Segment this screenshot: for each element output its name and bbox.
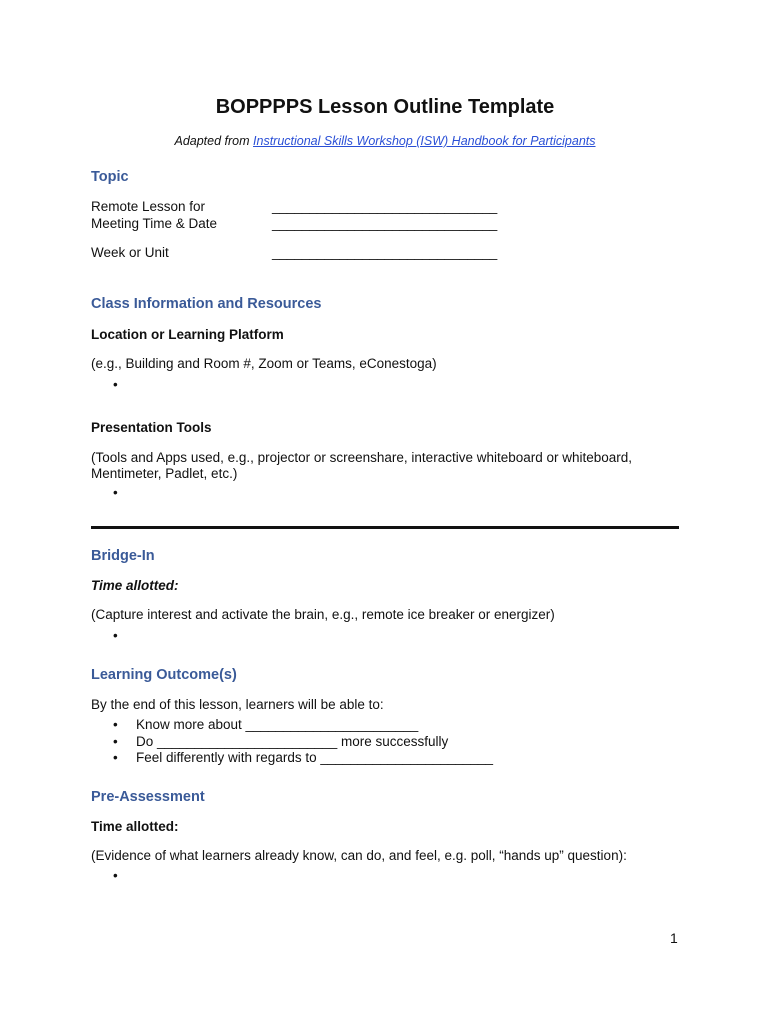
document-subtitle [0, 134, 770, 148]
bridge-in-hint: (Capture interest and activate the brain, e.g., remote ice breaker or energizer) [91, 607, 555, 622]
remote-lesson-label: Remote Lesson for [91, 199, 206, 214]
subtitle-prefix: Adapted from [174, 134, 250, 148]
tools-label: Presentation Tools [91, 420, 212, 435]
outcomes-heading: Learning Outcome(s) [91, 667, 237, 683]
pre-assessment-bullet[interactable] [113, 868, 118, 883]
outcome-item-feel[interactable]: Feel differently with regards to _______________________ [136, 750, 494, 765]
bridge-in-bullet[interactable] [113, 628, 118, 643]
outcome-item-do[interactable]: Do ________________________ more successfully [136, 734, 449, 749]
outcomes-intro: By the end of this lesson, learners will be able to: [91, 697, 384, 712]
outcome-bullet [113, 717, 118, 732]
bridge-in-heading: Bridge-In [91, 548, 155, 564]
tools-hint-line1: (Tools and Apps used, e.g., projector or screenshare, interactive whiteboard or whiteboard, [91, 450, 633, 465]
week-unit-label: Week or Unit [91, 245, 169, 260]
tools-bullet[interactable] [113, 485, 118, 500]
week-unit-blank[interactable]: ______________________________ [272, 245, 498, 260]
location-label: Location or Learning Platform [91, 327, 284, 342]
meeting-time-blank[interactable]: ______________________________ [272, 216, 498, 231]
pre-assessment-time-label: Time allotted: [91, 819, 179, 834]
outcome-item-know[interactable]: Know more about _______________________ [136, 717, 419, 732]
pre-assessment-hint: (Evidence of what learners already know, can do, and feel, e.g. poll, “hands up” question): [91, 848, 627, 863]
document-title: BOPPPPS Lesson Outline Template [215, 96, 555, 118]
remote-lesson-blank[interactable]: ______________________________ [272, 199, 498, 214]
location-hint: (e.g., Building and Room #, Zoom or Teams, eConestoga) [91, 356, 437, 371]
pre-assessment-heading: Pre-Assessment [91, 789, 205, 805]
tools-hint-line2: Mentimeter, Padlet, etc.) [91, 466, 238, 481]
location-bullet[interactable] [113, 377, 118, 392]
outcome-bullet [113, 734, 118, 749]
topic-heading: Topic [91, 169, 129, 185]
page-number: 1 [670, 930, 678, 946]
outcome-bullet [113, 750, 118, 765]
meeting-time-label: Meeting Time & Date [91, 216, 218, 231]
bridge-in-time-label: Time allotted: [91, 578, 179, 593]
section-divider [91, 526, 679, 529]
class-info-heading: Class Information and Resources [91, 296, 322, 312]
isw-handbook-link[interactable]: Instructional Skills Workshop (ISW) Handbook for Participants [253, 134, 596, 148]
